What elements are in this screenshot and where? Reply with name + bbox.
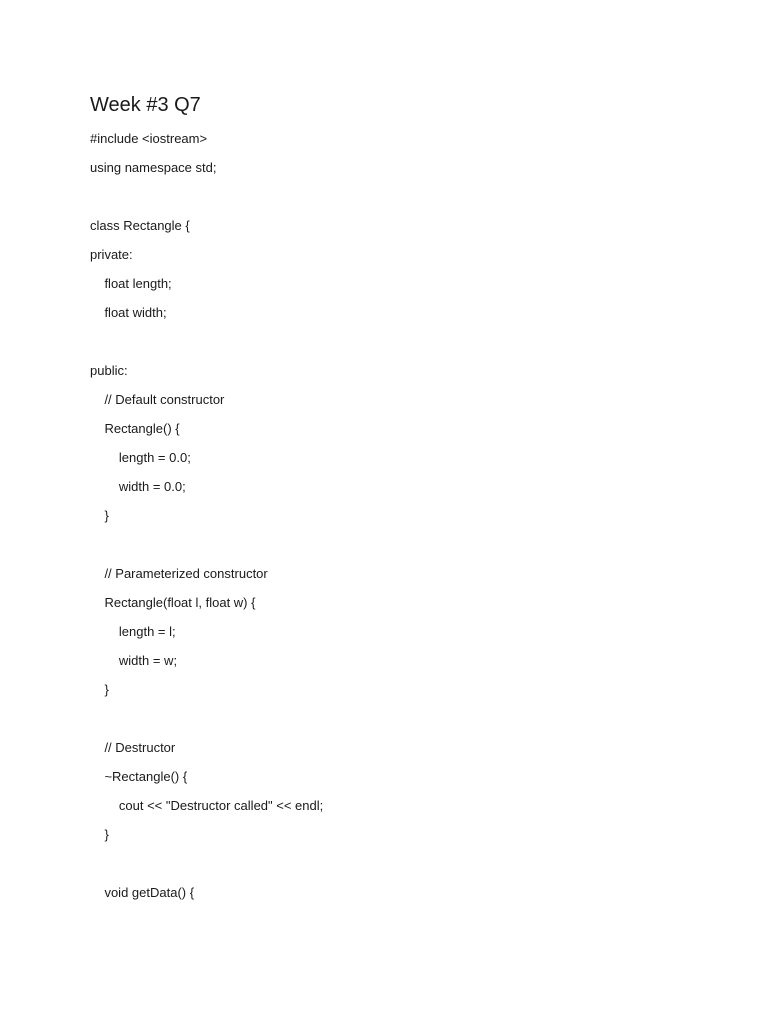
code-line: float length; — [90, 276, 172, 291]
code-line: cout << "Destructor called" << endl; — [90, 798, 324, 813]
code-line: float width; — [90, 305, 167, 320]
code-line: void getData() { — [90, 885, 195, 900]
code-line: // Destructor — [90, 740, 176, 755]
code-line: class Rectangle { — [90, 218, 190, 233]
code-line: } — [90, 827, 109, 842]
code-line: } — [90, 508, 109, 523]
code-line: #include <iostream> — [90, 131, 208, 146]
code-line: ~Rectangle() { — [90, 769, 188, 784]
code-line: width = w; — [90, 653, 178, 668]
code-line: private: — [90, 247, 133, 262]
code-line: // Default constructor — [90, 392, 225, 407]
code-line: Rectangle(float l, float w) { — [90, 595, 256, 610]
code-line: Rectangle() { — [90, 421, 180, 436]
code-line: public: — [90, 363, 128, 378]
code-line: // Parameterized constructor — [90, 566, 268, 581]
code-line: length = l; — [90, 624, 176, 639]
code-line: using namespace std; — [90, 160, 217, 175]
document-title: Week #3 Q7 — [90, 94, 201, 116]
code-line: width = 0.0; — [90, 479, 186, 494]
code-line: } — [90, 682, 109, 697]
code-line: length = 0.0; — [90, 450, 191, 465]
